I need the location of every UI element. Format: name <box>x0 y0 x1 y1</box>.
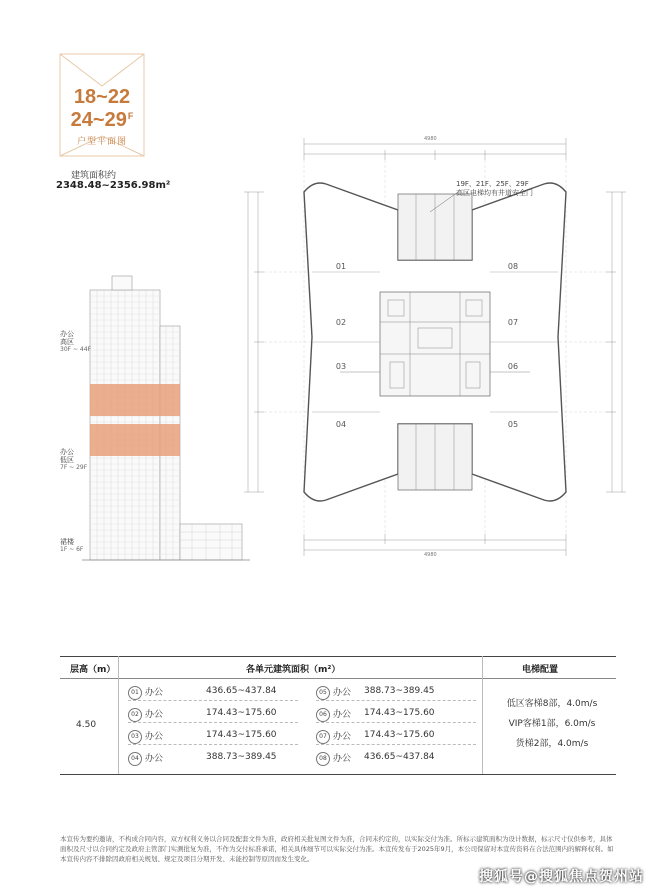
elevator-low-zone: 低区客梯8部，4.0m/s <box>506 699 598 709</box>
unit-area: 174.43~175.60 <box>364 730 435 740</box>
tower-label-high-zone <box>60 330 91 354</box>
unit-area: 174.43~175.60 <box>206 708 277 718</box>
high-zone-type: 办公 <box>60 330 74 338</box>
spec-table <box>60 656 616 776</box>
unit-number-badge: 02 <box>128 708 142 722</box>
unit-area: 174.43~175.60 <box>206 730 277 740</box>
unit-label-08: 08 <box>507 262 519 271</box>
unit-label-06: 06 <box>507 362 519 371</box>
tower-label-podium <box>60 538 83 554</box>
badge-floors-line2 <box>58 109 146 132</box>
unit-row <box>316 748 476 766</box>
watermark: 搜狐号@搜狐焦点贺州站 <box>479 869 644 885</box>
unit-type: 办公 <box>145 710 164 720</box>
badge-floors-line2-text: 24~29 <box>70 109 127 131</box>
title-badge <box>58 52 146 160</box>
unit-number-badge: 05 <box>316 686 330 700</box>
unit-row <box>128 682 298 701</box>
area-value: 2348.48~2356.98m² <box>56 180 171 191</box>
tower-label-low-zone <box>60 448 87 472</box>
disclaimer: 本宣传为要约邀请，不构成合同内容，双方权利义务以合同及配套文件为准，政府相关批复图文件为准，合同未约定的，以实际交付为准。所标示建筑面积为设计数据，标示尺寸仅供参考，具体面积及尺寸以合同约定及政府主管部门实测批复为准，不作为交付标准承诺，相关具体细节可以实际交付为准。本宣传发布于2025年9月，本公司保留对本宣传资料在合法范围内的解释权利。如本宣传内容不排除因政府相关规划、规定及项目分期开发、未能控制等原因而发生变化。 <box>60 835 614 863</box>
unit-number-badge: 03 <box>128 730 142 744</box>
dim-bottom: 4980 <box>424 552 437 558</box>
unit-number-badge: 01 <box>128 686 142 700</box>
unit-label-04: 04 <box>335 420 347 429</box>
low-zone-name: 低区 <box>60 456 74 464</box>
tower-elevation <box>82 272 252 572</box>
podium-name: 裙楼 <box>60 538 74 546</box>
elevator-freight: 货梯2部，4.0m/s <box>515 739 589 749</box>
high-zone-floors: 30F ~ 44F <box>60 346 92 353</box>
unit-type: 办公 <box>145 754 164 764</box>
header-unit-area: 各单元建筑面积（m²） <box>246 665 341 675</box>
unit-area: 388.73~389.45 <box>364 686 435 696</box>
area-label: 建筑面积约 <box>71 171 117 181</box>
unit-label-02: 02 <box>335 318 347 327</box>
unit-row <box>316 726 476 745</box>
elevator-note <box>456 180 533 198</box>
low-zone-type: 办公 <box>60 448 74 456</box>
header-elevator: 电梯配置 <box>522 665 559 675</box>
unit-number-badge: 06 <box>316 708 330 722</box>
unit-area: 388.73~389.45 <box>206 752 277 762</box>
unit-label-03: 03 <box>335 362 347 371</box>
unit-row <box>128 704 298 723</box>
floor-height-value: 4.50 <box>76 720 97 730</box>
badge-floor-suffix: F <box>127 111 134 121</box>
unit-type: 办公 <box>145 688 164 698</box>
highlight-floors-24-29 <box>90 424 180 456</box>
dim-top: 4980 <box>424 136 437 142</box>
unit-label-07: 07 <box>507 318 519 327</box>
header-floor-height: 层高（m） <box>70 665 116 675</box>
highlight-floors-18-22 <box>90 384 180 416</box>
floor-plan <box>240 132 630 562</box>
unit-row <box>316 682 476 701</box>
elevator-vip: VIP客梯1部，6.0m/s <box>508 719 596 729</box>
low-zone-floors: 7F ~ 29F <box>60 464 88 471</box>
unit-label-01: 01 <box>335 262 347 271</box>
badge-subtitle: 户型平面图 <box>76 137 127 147</box>
unit-row <box>128 726 298 745</box>
elevator-note-floors: 19F、21F、25F、29F <box>456 180 529 188</box>
podium-floors: 1F ~ 6F <box>60 546 84 553</box>
unit-area: 436.65~437.84 <box>364 752 435 762</box>
unit-number-badge: 07 <box>316 730 330 744</box>
unit-type: 办公 <box>333 732 352 742</box>
unit-type: 办公 <box>333 710 352 720</box>
unit-area: 436.65~437.84 <box>206 686 277 696</box>
unit-type: 办公 <box>333 688 352 698</box>
unit-type: 办公 <box>333 754 352 764</box>
unit-number-badge: 04 <box>128 752 142 766</box>
unit-row <box>128 748 298 766</box>
high-zone-name: 高区 <box>60 338 74 346</box>
unit-area: 174.43~175.60 <box>364 708 435 718</box>
badge-floors-line1: 18~22 <box>73 86 131 108</box>
unit-type: 办公 <box>145 732 164 742</box>
unit-label-05: 05 <box>507 420 519 429</box>
unit-number-badge: 08 <box>316 752 330 766</box>
unit-row <box>316 704 476 723</box>
elevator-note-text: 高区电梯均有井道安全门 <box>456 189 533 197</box>
